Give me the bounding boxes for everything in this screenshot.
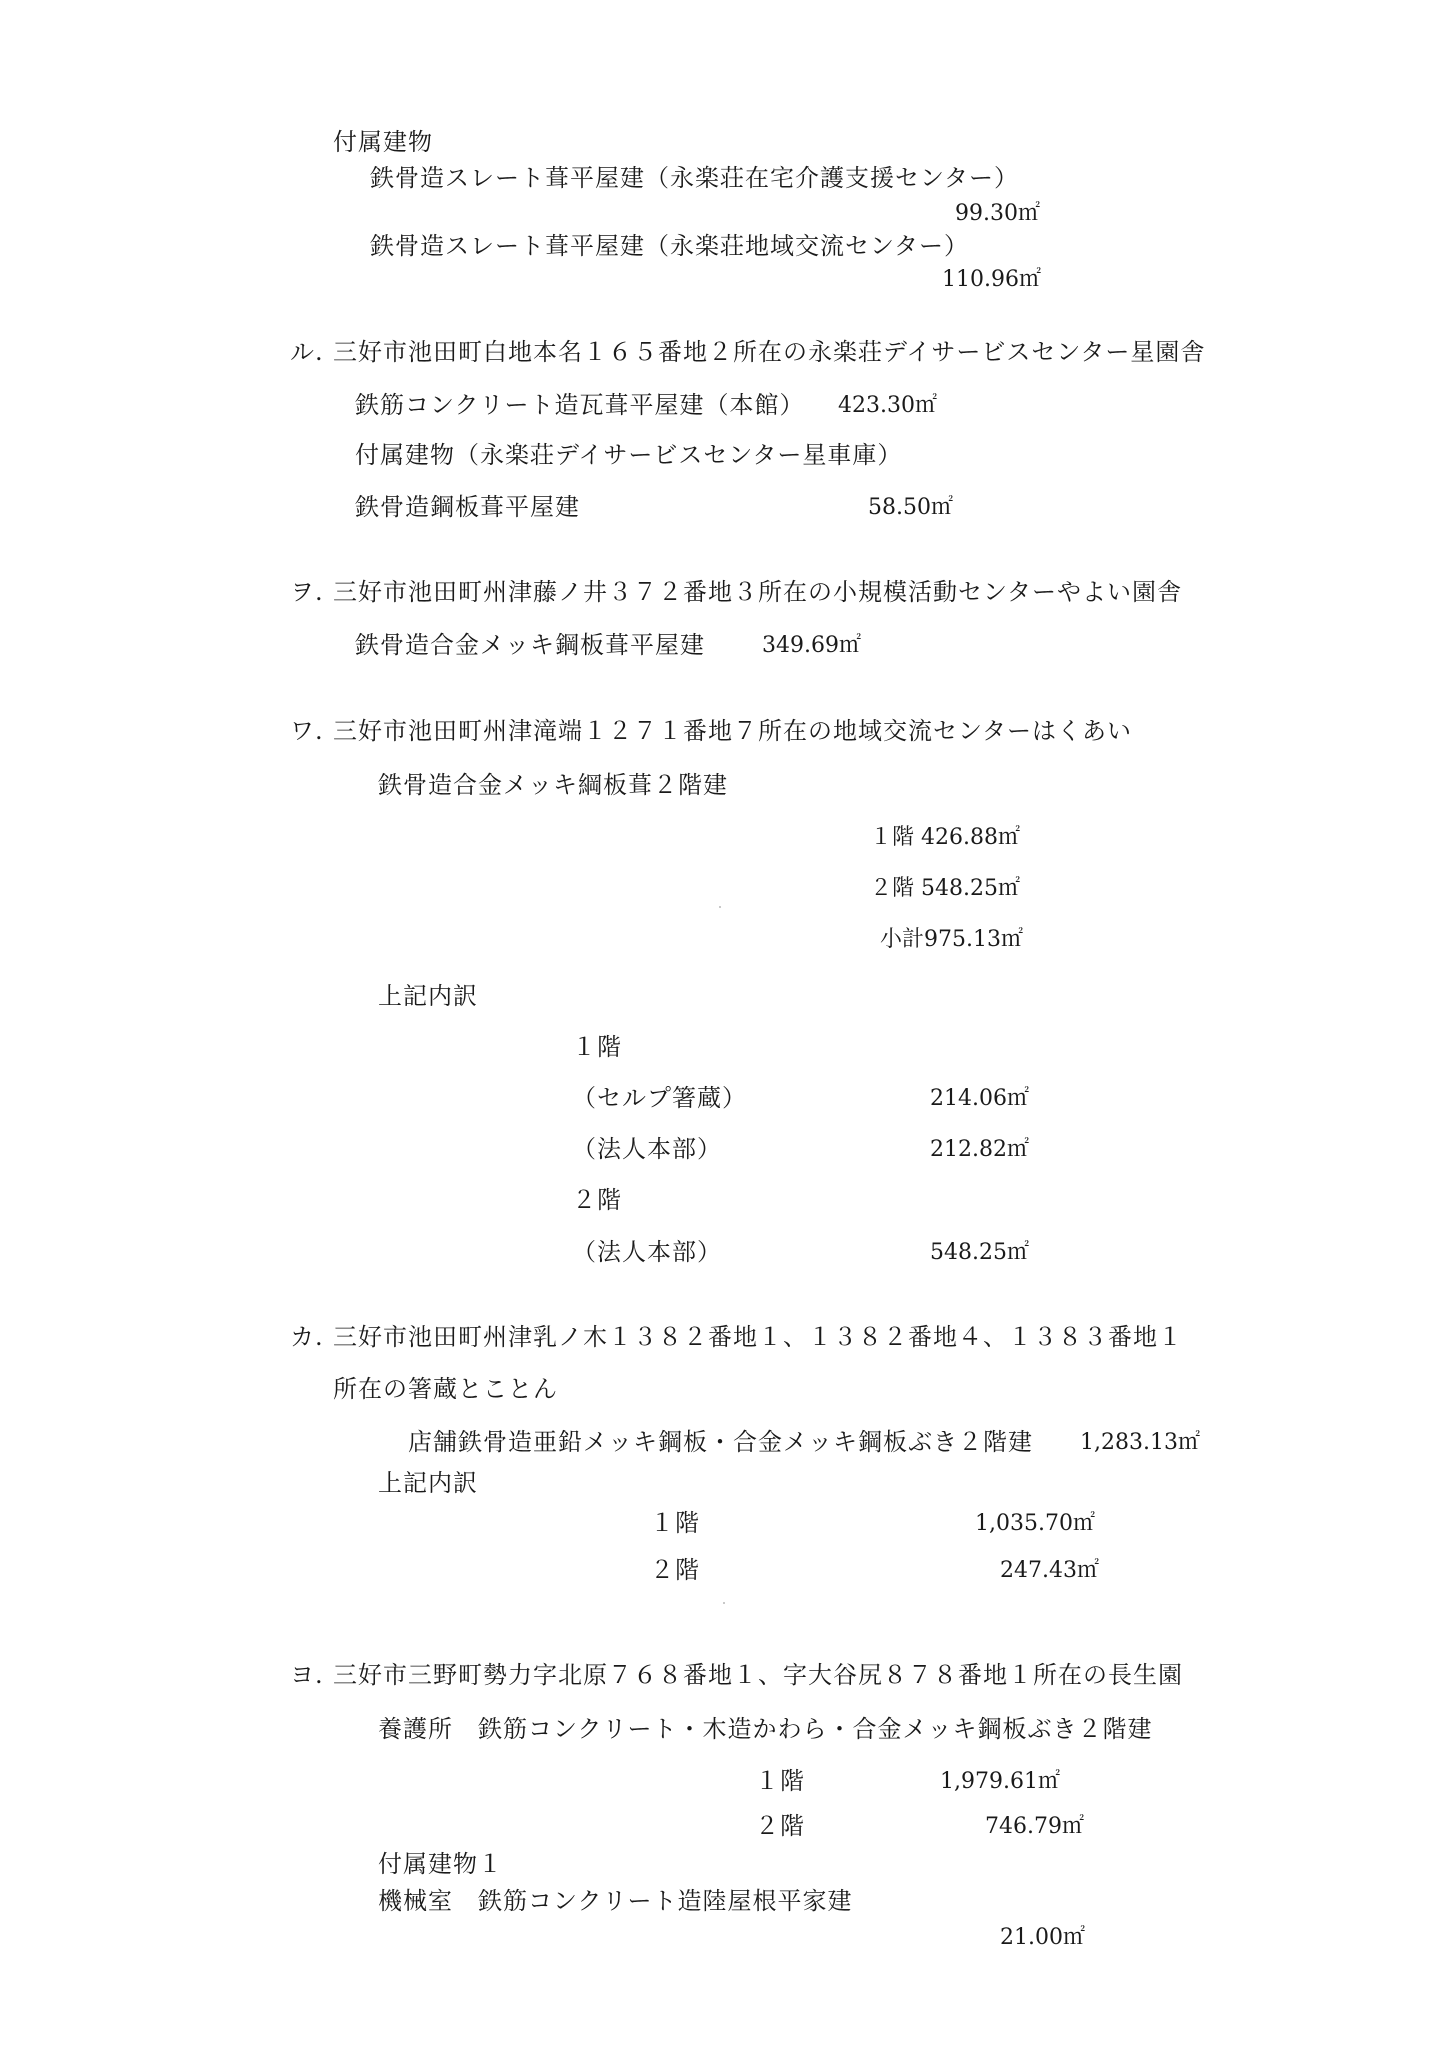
annex-area-1: 99.30㎡ (955, 201, 1040, 226)
floor-1-area: 1,035.70㎡ (975, 1511, 1095, 1536)
floor-2-label: ２階 (755, 1812, 805, 1840)
annex-structure-2: 鉄骨造スレート葺平屋建（永楽荘地域交流センター） (370, 232, 970, 260)
floor-2-area: 247.43㎡ (1000, 1558, 1099, 1583)
breakdown-floor-2: ２階 (572, 1186, 622, 1214)
breakdown-heading: 上記内訳 (378, 1469, 478, 1497)
annex-structure-1: 鉄骨造スレート葺平屋建（永楽荘在宅介護支援センター） (370, 164, 1020, 192)
breakdown-item: （法人本部） (572, 1135, 722, 1163)
total-area: 1,283.13㎡ (1080, 1430, 1200, 1455)
annex-building-structure: 鉄骨造鋼板葺平屋建 (355, 493, 580, 521)
main-building-area: 423.30㎡ (838, 393, 937, 418)
annex-building: 付属建物（永楽荘デイサービスセンター星車庫） (355, 441, 903, 469)
breakdown-item: （セルプ箸蔵） (572, 1084, 747, 1112)
item-title-ka-line1: 三好市池田町州津乳ノ木１３８２番地１、１３８２番地４、１３８３番地１ (333, 1323, 1183, 1351)
annex-structure: 機械室 鉄筋コンクリート造陸屋根平家建 (378, 1887, 853, 1915)
breakdown-heading: 上記内訳 (378, 982, 478, 1010)
item-label-wo: ヲ. (290, 578, 324, 606)
main-building-structure: 鉄筋コンクリート造瓦葺平屋建（本館） (355, 391, 805, 419)
building-area: 349.69㎡ (762, 633, 861, 658)
breakdown-area: 212.82㎡ (930, 1137, 1029, 1162)
annex-building-area: 58.50㎡ (868, 495, 953, 520)
item-title-wa: 三好市池田町州津滝端１２７１番地７所在の地域交流センターはくあい (333, 717, 1133, 745)
subtotal-area: 小計975.13㎡ (880, 927, 1023, 952)
building-structure: 店舗鉄骨造亜鉛メッキ鋼板・合金メッキ鋼板ぶき２階建 (408, 1428, 1033, 1456)
item-title-ru: 三好市池田町白地本名１６５番地２所在の永楽荘デイサービスセンター星園舎 (333, 338, 1206, 366)
floor-2-area: ２階 548.25㎡ (870, 876, 1020, 901)
building-structure: 鉄骨造合金メッキ鋼板葺平屋建 (355, 631, 705, 659)
item-label-ru: ル. (290, 338, 324, 366)
floor-2-area: 746.79㎡ (985, 1814, 1084, 1839)
floor-1-label: １階 (650, 1509, 700, 1537)
breakdown-item: （法人本部） (572, 1238, 722, 1266)
breakdown-floor-1: １階 (572, 1033, 622, 1061)
scan-speck (719, 906, 721, 908)
item-label-ka: カ. (290, 1323, 324, 1351)
breakdown-area: 214.06㎡ (930, 1086, 1029, 1111)
annex-area: 21.00㎡ (1000, 1925, 1085, 1950)
item-title-yo: 三好市三野町勢力字北原７６８番地１、字大谷尻８７８番地１所在の長生園 (333, 1661, 1183, 1689)
scan-speck (723, 1602, 725, 1604)
building-structure: 鉄骨造合金メッキ綱板葺２階建 (378, 771, 728, 799)
annex-area-2: 110.96㎡ (942, 267, 1041, 292)
floor-2-label: ２階 (650, 1556, 700, 1584)
item-label-wa: ワ. (290, 717, 324, 745)
floor-1-area: 1,979.61㎡ (940, 1769, 1060, 1794)
item-title-ka-line2: 所在の箸蔵とことん (333, 1375, 558, 1403)
item-title-wo: 三好市池田町州津藤ノ井３７２番地３所在の小規模活動センターやよい園舎 (333, 578, 1183, 606)
floor-1-label: １階 (755, 1767, 805, 1795)
floor-1-area: １階 426.88㎡ (870, 825, 1020, 850)
annex-heading: 付属建物 (333, 128, 433, 156)
building-structure: 養護所 鉄筋コンクリート・木造かわら・合金メッキ鋼板ぶき２階建 (378, 1715, 1153, 1743)
breakdown-area: 548.25㎡ (930, 1240, 1029, 1265)
annex-heading: 付属建物１ (378, 1850, 503, 1878)
item-label-yo: ヨ. (290, 1661, 324, 1689)
